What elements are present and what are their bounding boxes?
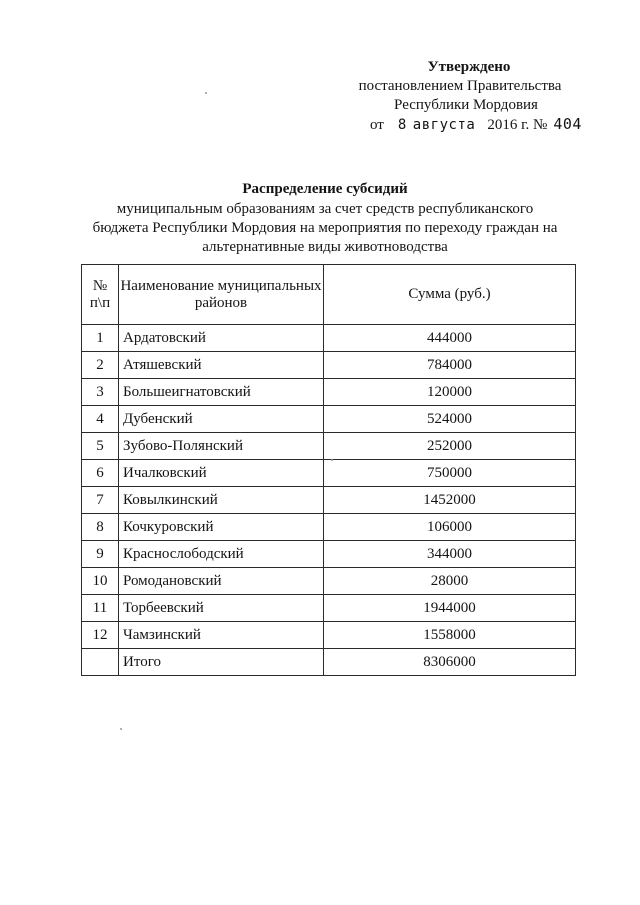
date-day-stamp: 8 [397, 117, 407, 133]
table-total-row [82, 649, 576, 676]
row-district-name: Торбеевский [119, 595, 324, 622]
row-number: 2 [82, 352, 119, 379]
table-row [82, 487, 576, 514]
row-number: 9 [82, 541, 119, 568]
table-row [82, 514, 576, 541]
row-number: 5 [82, 433, 119, 460]
approval-block [340, 58, 580, 135]
row-sum: 784000 [324, 352, 576, 379]
date-month-stamp: августа [412, 117, 476, 133]
row-number: 7 [82, 487, 119, 514]
approval-republic-line: Республики Мордовия [394, 97, 538, 113]
row-district-name: Ардатовский [119, 325, 324, 352]
row-sum: 106000 [324, 514, 576, 541]
row-district-name: Большеигнатовский [119, 379, 324, 406]
table-header-row [82, 265, 576, 325]
approval-resolution-line: постановлением Правительства [358, 78, 562, 94]
row-number: 4 [82, 406, 119, 433]
header-number [82, 265, 119, 325]
row-district-name: Чамзинский [119, 622, 324, 649]
table-row [82, 595, 576, 622]
table-row [82, 541, 576, 568]
row-district-name: Итого [119, 649, 324, 676]
header-name [119, 265, 324, 325]
row-number: 3 [82, 379, 119, 406]
table-row [82, 325, 576, 352]
row-district-name: Атяшевский [119, 352, 324, 379]
row-number: 1 [82, 325, 119, 352]
header-number-abbr: п\п [89, 294, 111, 311]
row-district-name: Ромодановский [119, 568, 324, 595]
row-number: 6 [82, 460, 119, 487]
scan-speck [331, 459, 333, 461]
row-sum: 120000 [324, 379, 576, 406]
row-sum: 8306000 [324, 649, 576, 676]
row-number [82, 649, 119, 676]
table-body [82, 325, 576, 676]
row-sum: 28000 [324, 568, 576, 595]
document-title: Распределение субсидий [242, 181, 408, 197]
table-row [82, 379, 576, 406]
row-sum: 1558000 [324, 622, 576, 649]
subsidy-table [81, 264, 576, 676]
header-sum: Сумма (руб.) [324, 265, 576, 325]
resolution-number-stamp: 404 [553, 115, 582, 133]
date-prefix: от [370, 117, 384, 133]
row-sum: 252000 [324, 433, 576, 460]
row-sum: 750000 [324, 460, 576, 487]
row-sum: 344000 [324, 541, 576, 568]
table-row [82, 622, 576, 649]
row-district-name: Дубенский [119, 406, 324, 433]
table-row [82, 460, 576, 487]
row-district-name: Ковылкинский [119, 487, 324, 514]
document-subtitle-line-3: альтернативные виды животноводства [202, 239, 448, 255]
header-number-symbol: № [92, 277, 108, 294]
document-subtitle-line-1: муниципальным образованиям за счет средств республиканского [116, 201, 534, 217]
row-number: 11 [82, 595, 119, 622]
row-number: 8 [82, 514, 119, 541]
table-row [82, 433, 576, 460]
document-heading [60, 180, 590, 257]
header-name-line-1: Наименование муниципальных [120, 277, 322, 294]
table-row [82, 568, 576, 595]
approval-date-line [340, 115, 580, 135]
table-row [82, 406, 576, 433]
row-sum: 444000 [324, 325, 576, 352]
table-row [82, 352, 576, 379]
document-subtitle-line-2: бюджета Республики Мордовия на мероприятия по переходу граждан на [92, 220, 558, 236]
row-district-name: Кочкуровский [119, 514, 324, 541]
approval-title: Утверждено [427, 59, 511, 75]
scan-speck [205, 92, 207, 94]
scan-speck [120, 728, 122, 730]
row-sum: 1452000 [324, 487, 576, 514]
row-district-name: Краснослободский [119, 541, 324, 568]
row-sum: 1944000 [324, 595, 576, 622]
date-year: 2016 г. № [487, 117, 548, 133]
row-sum: 524000 [324, 406, 576, 433]
row-district-name: Ичалковский [119, 460, 324, 487]
row-district-name: Зубово-Полянский [119, 433, 324, 460]
row-number: 10 [82, 568, 119, 595]
header-name-line-2: районов [194, 294, 248, 311]
row-number: 12 [82, 622, 119, 649]
